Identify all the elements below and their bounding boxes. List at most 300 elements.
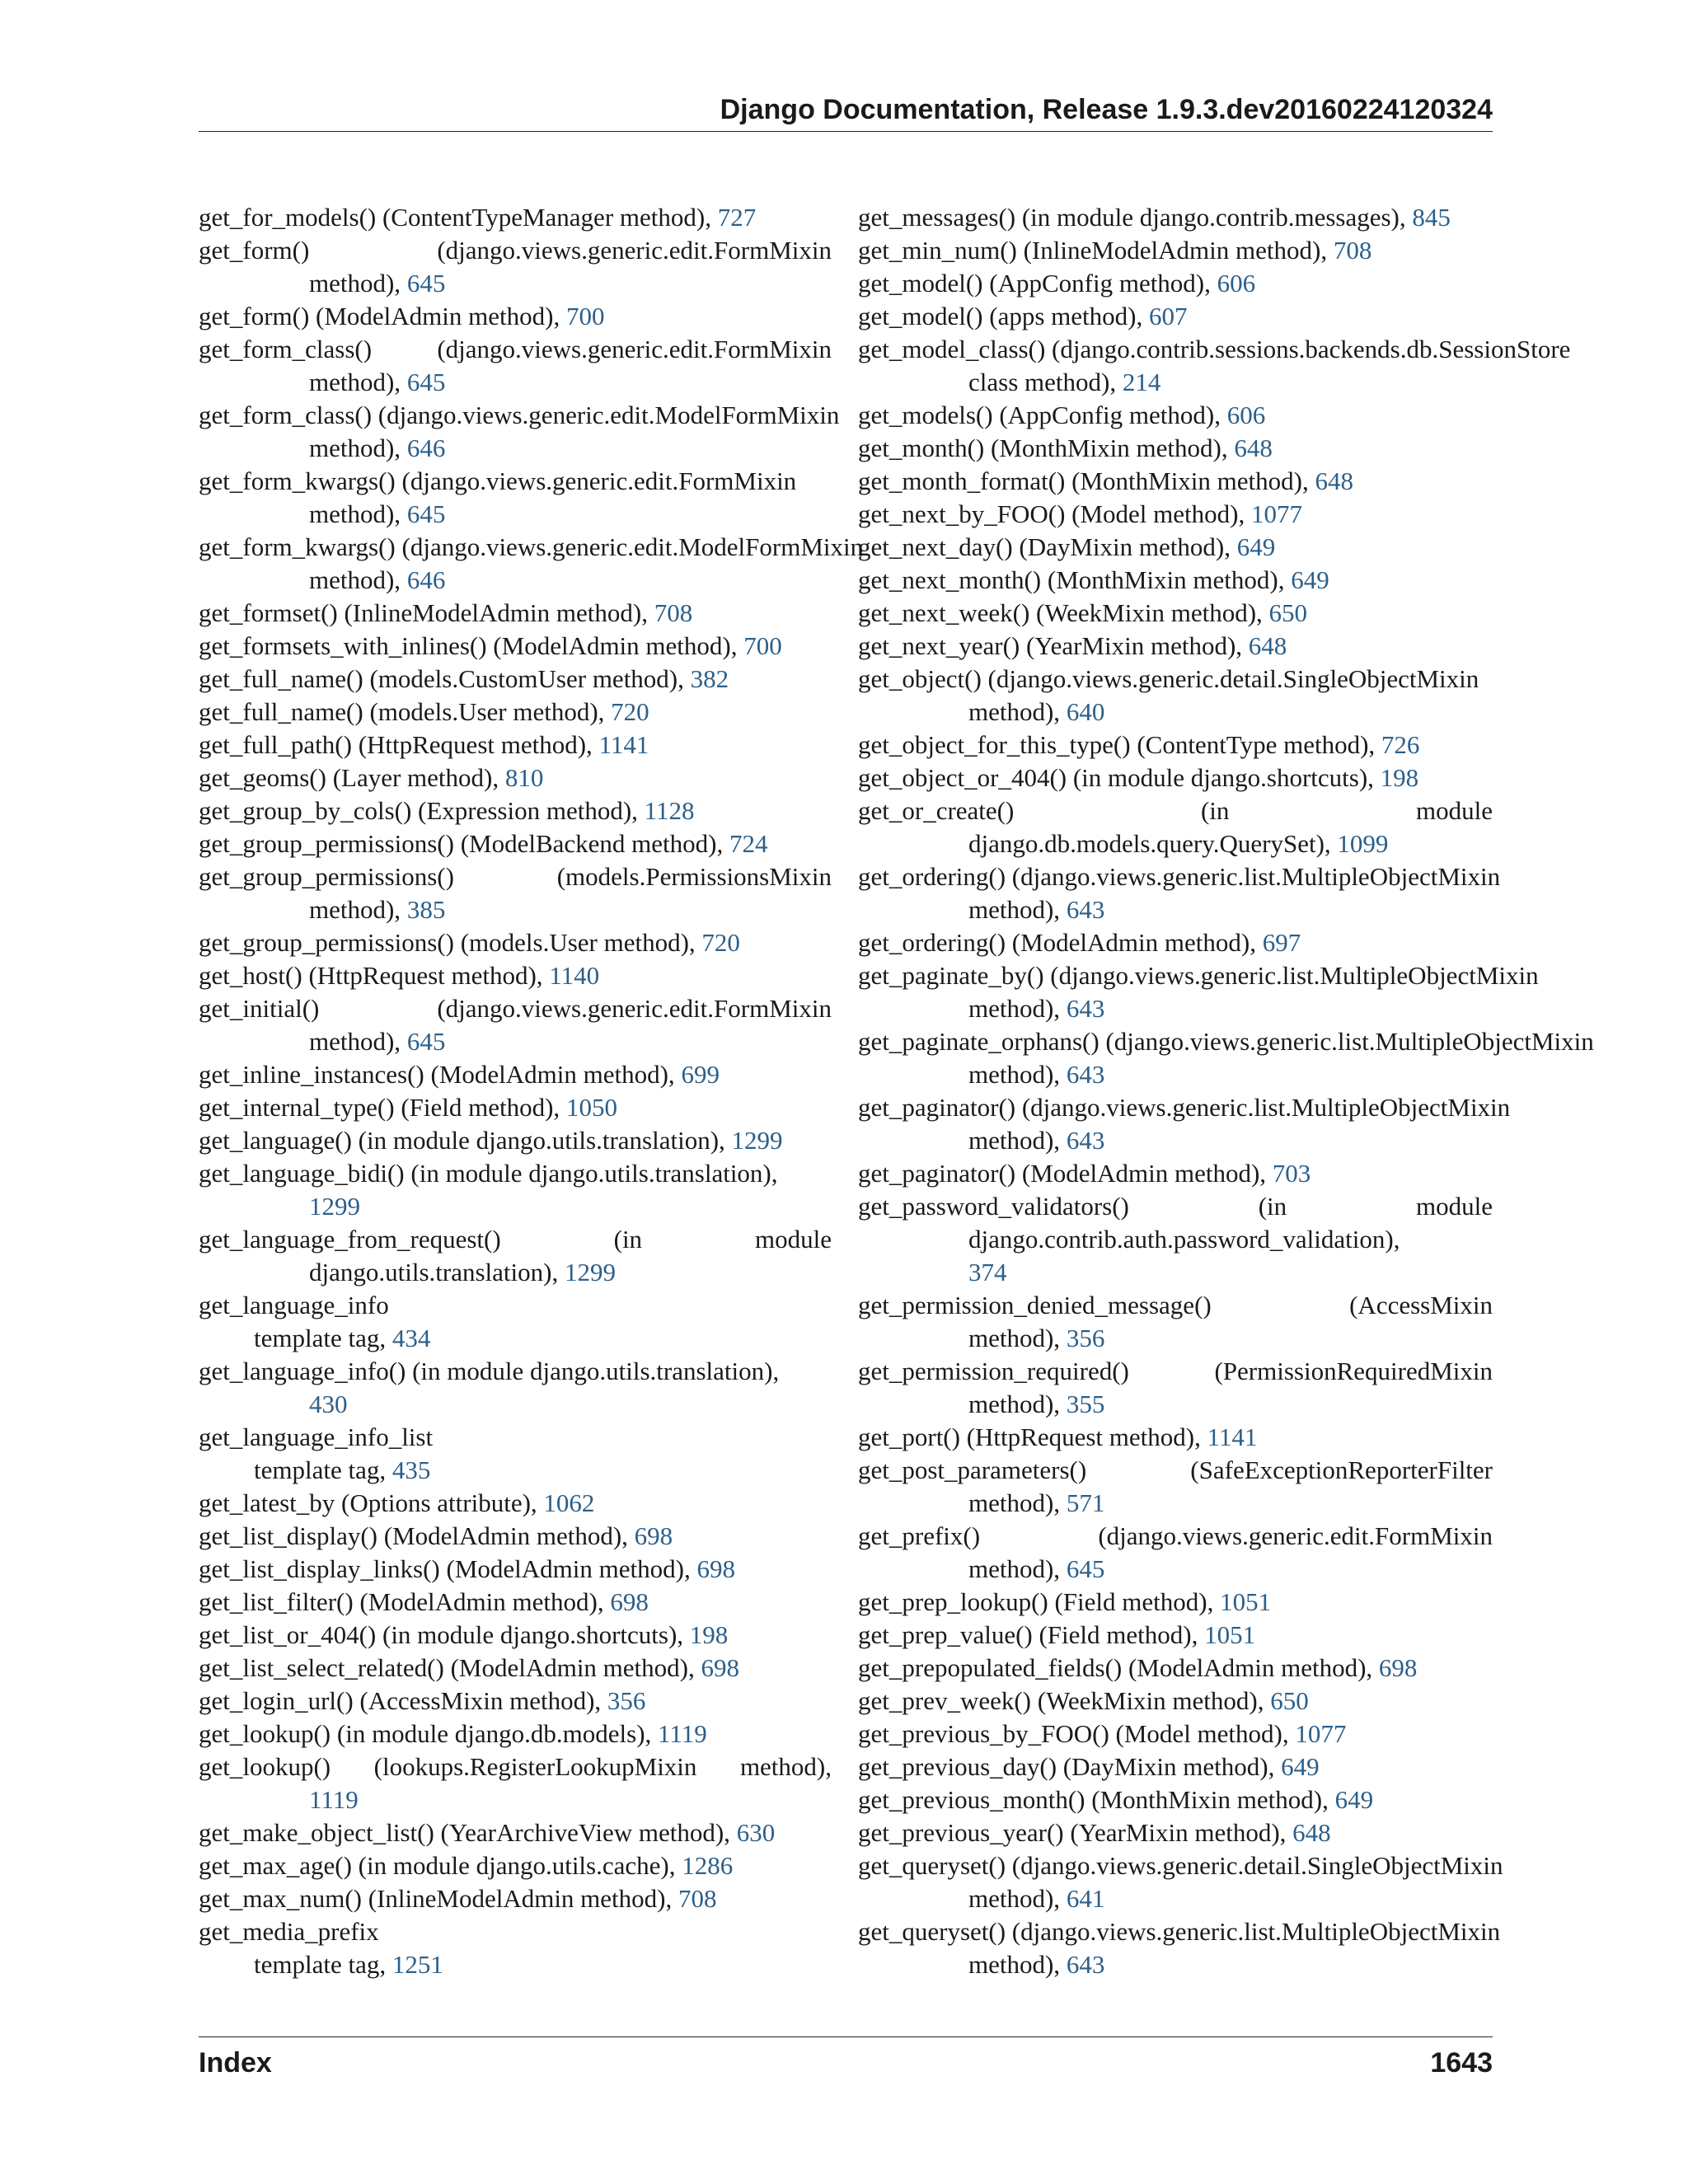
index-term-word: get_form_class() — [199, 335, 373, 363]
page-reference-link[interactable]: 648 — [1248, 631, 1287, 660]
index-entry-line — [858, 1586, 1493, 1619]
index-term-text: get_next_month() (MonthMixin method), — [858, 565, 1292, 594]
index-entry-line — [858, 827, 1493, 860]
index-entry-line — [199, 926, 832, 959]
page-reference-link[interactable]: 1051 — [1220, 1587, 1272, 1616]
index-entry — [858, 1783, 1493, 1816]
index-subentry-line — [199, 1948, 832, 1981]
index-entry — [858, 1289, 1493, 1355]
index-term-text: get_max_num() (InlineModelAdmin method), — [199, 1884, 678, 1913]
index-term-text: get_geoms() (Layer method), — [199, 763, 505, 792]
index-term-text: method), — [309, 269, 407, 298]
page-reference-link[interactable]: 810 — [504, 763, 544, 792]
index-entry-line — [858, 1058, 1493, 1091]
page-reference-link[interactable]: 1299 — [731, 1126, 783, 1155]
index-term-word: module — [1415, 796, 1493, 825]
index-entry — [199, 201, 832, 234]
index-term-text: method), — [968, 1884, 1067, 1913]
index-entry-line — [199, 1586, 832, 1619]
index-entry — [199, 399, 840, 465]
index-term-text: get_previous_by_FOO() (Model method), — [858, 1719, 1296, 1748]
page-reference-link[interactable]: 356 — [1066, 1324, 1105, 1352]
page-reference-link[interactable]: 1141 — [598, 730, 649, 759]
index-entry-line — [199, 630, 832, 663]
index-entry-line — [858, 1652, 1493, 1685]
index-entry-line — [858, 893, 1493, 926]
index-entry — [199, 926, 832, 959]
index-entry-line — [199, 1915, 832, 1948]
index-term-text: get_object() (django.views.generic.detail.SingleObjectMixin — [858, 664, 1479, 693]
index-term-text: django.utils.translation), — [309, 1258, 565, 1286]
page-reference-link[interactable]: 720 — [701, 928, 740, 957]
index-entry-line — [858, 1750, 1493, 1783]
index-term-word: (in — [1200, 796, 1230, 825]
page-reference-link[interactable]: 697 — [1262, 928, 1301, 957]
page-reference-link[interactable]: 607 — [1148, 302, 1188, 330]
page-reference-link[interactable]: 356 — [607, 1686, 646, 1715]
index-term-text: get_queryset() (django.views.generic.list.MultipleObjectMixin — [858, 1917, 1501, 1946]
page-reference-link[interactable]: 355 — [1066, 1390, 1105, 1418]
index-entry — [199, 465, 832, 531]
index-term-word: get_permission_required() — [858, 1357, 1129, 1385]
index-entry-line — [858, 860, 1501, 893]
page-reference-link[interactable]: 698 — [610, 1587, 649, 1616]
index-entry-line — [858, 663, 1493, 696]
page-reference-link[interactable]: 1286 — [682, 1851, 734, 1880]
page-reference-link[interactable]: 643 — [1066, 1950, 1105, 1979]
index-term-text: get_list_display() (ModelAdmin method), — [199, 1521, 635, 1550]
index-term-text: get_object_for_this_type() (ContentType method), — [858, 730, 1381, 759]
index-term-text: get_inline_instances() (ModelAdmin method), — [199, 1060, 682, 1089]
index-term-text: get_host() (HttpRequest method), — [199, 961, 550, 990]
index-term-text: get_form_class() (django.views.generic.edit.ModelFormMixin — [199, 401, 840, 429]
index-entry-line — [858, 1256, 1493, 1289]
index-entry — [199, 333, 832, 399]
page-reference-link[interactable]: 198 — [689, 1620, 729, 1649]
page-reference-link[interactable]: 645 — [1066, 1554, 1105, 1583]
index-term-word: module — [1416, 1192, 1493, 1221]
index-entry-line — [858, 992, 1493, 1025]
index-term-text: get_full_name() (models.CustomUser method), — [199, 664, 691, 693]
page-reference-link[interactable]: 1299 — [564, 1258, 616, 1286]
page-reference-link[interactable]: 1077 — [1295, 1719, 1347, 1748]
index-entry-line — [199, 366, 832, 399]
index-entry-line — [199, 663, 832, 696]
footer-rule — [199, 2036, 1493, 2037]
index-term-text: get_models() (AppConfig method), — [858, 401, 1227, 429]
index-entry-line — [858, 1948, 1493, 1981]
index-term-text: get_language_bidi() (in module django.utils.translation), — [199, 1159, 778, 1188]
index-entry-line — [199, 1289, 832, 1322]
index-term-word: (lookups.RegisterLookupMixin — [373, 1752, 697, 1781]
index-entry — [199, 1421, 832, 1487]
index-entry-line — [199, 1421, 832, 1454]
index-entry-line — [858, 366, 1493, 399]
index-term-text: template tag, — [254, 1455, 392, 1484]
index-term-text: get_paginate_by() (django.views.generic.list.MultipleObjectMixin — [858, 961, 1539, 990]
index-entry — [858, 794, 1493, 860]
index-entry — [858, 926, 1493, 959]
index-entry-line — [858, 926, 1493, 959]
index-entry — [199, 1750, 832, 1816]
index-term-text: get_full_path() (HttpRequest method), — [199, 730, 599, 759]
index-term-text: get_min_num() (InlineModelAdmin method), — [858, 236, 1334, 265]
index-entry — [199, 1157, 832, 1223]
page-reference-link[interactable]: 645 — [406, 1027, 446, 1056]
index-entry-line — [199, 1025, 832, 1058]
page-reference-link[interactable]: 645 — [406, 368, 446, 396]
index-entry — [199, 696, 832, 729]
index-subentry-line — [199, 1454, 832, 1487]
index-entry-line — [858, 1157, 1493, 1190]
index-entry — [858, 1816, 1493, 1849]
index-term-text: get_prep_value() (Field method), — [858, 1620, 1205, 1649]
page-reference-link[interactable]: 708 — [1333, 236, 1372, 265]
index-entry-line — [199, 1091, 832, 1124]
index-term-text: get_port() (HttpRequest method), — [858, 1422, 1207, 1451]
index-term-text: get_ordering() (django.views.generic.list.MultipleObjectMixin — [858, 862, 1501, 891]
index-term-text: get_next_year() (YearMixin method), — [858, 631, 1249, 660]
index-term-word: (in — [1258, 1192, 1287, 1221]
page-reference-link[interactable]: 646 — [406, 434, 446, 462]
index-entry-line — [858, 794, 1493, 827]
index-entry-line — [199, 729, 832, 762]
index-term-text: get_prepopulated_fields() (ModelAdmin method), — [858, 1653, 1379, 1682]
index-entry — [858, 860, 1501, 926]
index-entry-line — [858, 1289, 1493, 1322]
index-term-text: get_group_permissions() (models.User method), — [199, 928, 702, 957]
index-term-text: django.contrib.auth.password_validation), — [968, 1225, 1400, 1254]
page-reference-link[interactable]: 700 — [565, 302, 605, 330]
page-reference-link[interactable]: 649 — [1281, 1752, 1320, 1781]
page-reference-link[interactable]: 630 — [736, 1818, 776, 1847]
index-term-text: get_paginator() (ModelAdmin method), — [858, 1159, 1273, 1188]
page-reference-link[interactable]: 698 — [701, 1653, 739, 1682]
page-reference-link[interactable]: 643 — [1066, 1126, 1105, 1155]
page-reference-link[interactable]: 703 — [1272, 1159, 1311, 1188]
index-entry — [858, 1355, 1493, 1421]
index-term-text: get_form() (ModelAdmin method), — [199, 302, 566, 330]
page-reference-link[interactable]: 643 — [1066, 895, 1105, 924]
page-reference-link[interactable]: 845 — [1412, 203, 1451, 232]
index-entry — [858, 498, 1493, 531]
index-term-text: method), — [309, 1027, 407, 1056]
index-entry — [199, 1652, 832, 1685]
index-entry-line — [858, 762, 1493, 794]
index-entry — [858, 201, 1493, 234]
index-term-text: get_max_age() (in module django.utils.cache), — [199, 1851, 682, 1880]
page-reference-link[interactable]: 650 — [1270, 1686, 1309, 1715]
index-term-text: method), — [968, 1126, 1067, 1155]
index-term-word: get_group_permissions() — [199, 862, 454, 891]
index-term-text: get_messages() (in module django.contrib.messages), — [858, 203, 1413, 232]
index-term-text: get_ordering() (ModelAdmin method), — [858, 928, 1263, 957]
index-term-text: template tag, — [254, 1950, 392, 1979]
index-entry-line — [858, 1454, 1493, 1487]
index-entry — [858, 1454, 1493, 1520]
index-term-text: get_month() (MonthMixin method), — [858, 434, 1235, 462]
index-term-text: get_previous_day() (DayMixin method), — [858, 1752, 1282, 1781]
index-entry-line — [199, 201, 832, 234]
index-entry — [199, 1487, 832, 1520]
index-term-text: method), — [309, 499, 407, 528]
index-term-word: (SafeExceptionReporterFilter — [1190, 1455, 1493, 1484]
header-rule — [199, 131, 1493, 132]
index-entry-line — [858, 1882, 1493, 1915]
index-term-text: get_paginator() (django.views.generic.list.MultipleObjectMixin — [858, 1093, 1511, 1122]
index-entry — [199, 1091, 832, 1124]
index-term-text: get_paginate_orphans() (django.views.generic.list.MultipleObjectMixin — [858, 1027, 1594, 1056]
index-entry-line — [199, 1882, 832, 1915]
index-entry-line — [858, 1421, 1493, 1454]
page-reference-link[interactable]: 643 — [1066, 994, 1105, 1023]
index-entry — [199, 1586, 832, 1619]
index-term-word: (django.views.generic.edit.FormMixin — [437, 335, 832, 363]
index-entry-line — [858, 1849, 1503, 1882]
index-entry — [199, 630, 832, 663]
page-reference-link[interactable]: 1128 — [644, 796, 695, 825]
index-entry — [199, 959, 832, 992]
index-entry — [858, 300, 1493, 333]
page-reference-link[interactable]: 1119 — [309, 1785, 359, 1814]
index-entry — [858, 1421, 1493, 1454]
index-entry — [199, 794, 832, 827]
index-entry-line — [199, 1849, 832, 1882]
page-reference-link[interactable]: 649 — [1334, 1785, 1374, 1814]
index-entry — [858, 1750, 1493, 1783]
index-entry-line — [858, 234, 1493, 267]
page-reference-link[interactable]: 648 — [1292, 1818, 1331, 1847]
page-reference-link[interactable]: 606 — [1217, 269, 1256, 298]
index-entry-line — [199, 893, 832, 926]
index-entry — [858, 234, 1493, 267]
page-reference-link[interactable]: 698 — [1378, 1653, 1418, 1682]
index-entry-line — [199, 1783, 832, 1816]
index-entry-line — [858, 333, 1571, 366]
index-entry — [199, 1520, 832, 1553]
index-term-word: method), — [739, 1752, 832, 1781]
index-term-text: method), — [968, 1554, 1067, 1583]
index-term-text: get_make_object_list() (YearArchiveView method), — [199, 1818, 737, 1847]
page-reference-link[interactable]: 648 — [1315, 466, 1353, 495]
index-entry-line — [199, 234, 832, 267]
index-entry-line — [199, 1619, 832, 1652]
index-entry — [199, 1289, 832, 1355]
index-term-text: method), — [968, 1324, 1067, 1352]
index-entry — [858, 1157, 1493, 1190]
index-term-text: get_internal_type() (Field method), — [199, 1093, 566, 1122]
page-reference-link[interactable]: 643 — [1066, 1060, 1105, 1089]
index-entry-line — [858, 300, 1493, 333]
page-reference-link[interactable]: 1099 — [1337, 829, 1389, 858]
index-entry — [199, 1553, 832, 1586]
page-reference-link[interactable]: 606 — [1226, 401, 1266, 429]
index-term-word: (AccessMixin — [1349, 1291, 1493, 1319]
page-reference-link[interactable]: 649 — [1291, 565, 1329, 594]
page-reference-link[interactable]: 708 — [654, 598, 693, 627]
index-term-word: (PermissionRequiredMixin — [1214, 1357, 1493, 1385]
page-reference-link[interactable]: 1050 — [565, 1093, 617, 1122]
index-entry-line — [858, 267, 1493, 300]
page-reference-link[interactable]: 649 — [1236, 532, 1276, 561]
page-reference-link[interactable]: 435 — [392, 1455, 431, 1484]
page-reference-link[interactable]: 648 — [1234, 434, 1273, 462]
page-reference-link[interactable]: 645 — [406, 499, 446, 528]
index-entry-line — [858, 696, 1493, 729]
index-entry-line — [199, 1355, 832, 1388]
page-reference-link[interactable]: 1077 — [1250, 499, 1302, 528]
index-term-text: get_media_prefix — [199, 1917, 379, 1946]
index-entry-line — [199, 1388, 832, 1421]
index-entry-line — [858, 1025, 1594, 1058]
index-term-word: get_lookup() — [199, 1752, 331, 1781]
page-reference-link[interactable]: 698 — [696, 1554, 735, 1583]
index-entry — [858, 597, 1493, 630]
page-reference-link[interactable]: 724 — [729, 829, 768, 858]
index-entry — [199, 531, 864, 597]
index-entry-line — [199, 827, 832, 860]
index-entry — [199, 860, 832, 926]
index-entry — [858, 564, 1493, 597]
page-reference-link[interactable]: 698 — [634, 1521, 673, 1550]
index-entry-line — [199, 762, 832, 794]
index-term-text: method), — [968, 895, 1067, 924]
index-entry — [858, 1652, 1493, 1685]
index-entry — [858, 1915, 1501, 1981]
page-reference-link[interactable]: 385 — [406, 895, 446, 924]
index-term-text: get_list_filter() (ModelAdmin method), — [199, 1587, 611, 1616]
index-entry-line — [858, 1718, 1493, 1750]
footer-section-label: Index — [199, 2047, 272, 2079]
index-term-text: get_prev_week() (WeekMixin method), — [858, 1686, 1271, 1715]
page-reference-link[interactable]: 374 — [968, 1258, 1007, 1286]
page-reference-link[interactable]: 645 — [406, 269, 446, 298]
page-reference-link[interactable]: 1062 — [543, 1488, 595, 1517]
index-term-word: get_prefix() — [858, 1521, 981, 1550]
index-term-text: get_group_permissions() (ModelBackend method), — [199, 829, 729, 858]
index-term-text: method), — [309, 434, 407, 462]
page-reference-link[interactable]: 571 — [1066, 1488, 1105, 1517]
index-term-text: get_language_info() (in module django.utils.translation), — [199, 1357, 780, 1385]
index-entry — [199, 1223, 832, 1289]
index-entry — [199, 827, 832, 860]
document-title: Django Documentation, Release 1.9.3.dev20160224120324 — [720, 94, 1493, 125]
index-term-text: get_latest_by (Options attribute), — [199, 1488, 544, 1517]
page-reference-link[interactable]: 641 — [1066, 1884, 1105, 1913]
index-entry — [199, 234, 832, 300]
index-term-text: get_model() (apps method), — [858, 302, 1149, 330]
page-reference-link[interactable]: 640 — [1066, 697, 1105, 726]
index-entry-line — [858, 959, 1539, 992]
index-entry-line — [858, 1355, 1493, 1388]
index-entry-line — [858, 1553, 1493, 1586]
index-term-text: method), — [968, 1950, 1067, 1979]
page-reference-link[interactable]: 1251 — [392, 1950, 443, 1979]
page-reference-link[interactable]: 1119 — [658, 1719, 707, 1748]
index-term-text: method), — [968, 1060, 1067, 1089]
page-reference-link[interactable]: 650 — [1268, 598, 1308, 627]
page-reference-link[interactable]: 700 — [743, 631, 782, 660]
index-entry — [199, 1685, 832, 1718]
index-term-text: class method), — [968, 368, 1123, 396]
index-entry-line — [858, 201, 1493, 234]
page-reference-link[interactable]: 708 — [678, 1884, 717, 1913]
index-term-word: (django.views.generic.edit.FormMixin — [1098, 1521, 1493, 1550]
index-entry-line — [199, 465, 832, 498]
page-reference-link[interactable]: 434 — [392, 1324, 431, 1352]
index-entry — [858, 399, 1493, 432]
index-entry-line — [199, 498, 832, 531]
index-entry — [858, 1190, 1493, 1289]
index-term-text: method), — [968, 1390, 1067, 1418]
index-term-text: get_for_models() (ContentTypeManager method), — [199, 203, 718, 232]
page-reference-link[interactable]: 198 — [1380, 763, 1419, 792]
index-entry — [199, 1816, 832, 1849]
index-entry-line — [199, 992, 832, 1025]
index-entry — [858, 1091, 1511, 1157]
index-entry-line — [199, 959, 832, 992]
index-entry-line — [199, 1816, 832, 1849]
page-reference-link[interactable]: 727 — [717, 203, 757, 232]
index-entry-line — [199, 1058, 832, 1091]
index-entry-line — [199, 531, 864, 564]
index-entry — [858, 1025, 1594, 1091]
page-reference-link[interactable]: 699 — [681, 1060, 720, 1089]
page-reference-link[interactable]: 214 — [1122, 368, 1161, 396]
index-term-text: get_queryset() (django.views.generic.detail.SingleObjectMixin — [858, 1851, 1503, 1880]
index-entry — [858, 1849, 1503, 1915]
index-term-text: method), — [309, 565, 407, 594]
index-entry — [858, 1520, 1493, 1586]
index-subentry-line — [199, 1322, 832, 1355]
index-entry — [858, 267, 1493, 300]
page-reference-link[interactable]: 646 — [406, 565, 446, 594]
index-entry — [199, 1849, 832, 1882]
index-term-text: get_next_by_FOO() (Model method), — [858, 499, 1251, 528]
index-entry-line — [199, 1652, 832, 1685]
index-entry — [858, 630, 1493, 663]
index-entry — [858, 1685, 1493, 1718]
index-entry-line — [199, 1750, 832, 1783]
index-entry-line — [199, 1124, 832, 1157]
index-entry-line — [199, 1718, 832, 1750]
index-entry-line — [199, 1685, 832, 1718]
index-entry-line — [858, 564, 1493, 597]
index-entry-line — [199, 1553, 832, 1586]
index-entry — [199, 992, 832, 1058]
page-reference-link[interactable]: 1299 — [309, 1192, 360, 1221]
page-reference-link[interactable]: 1141 — [1207, 1422, 1258, 1451]
index-entry-line — [199, 564, 832, 597]
page-reference-link[interactable]: 1140 — [549, 961, 600, 990]
index-term-text: django.db.models.query.QuerySet), — [968, 829, 1338, 858]
page-reference-link[interactable]: 382 — [690, 664, 729, 693]
index-entry-line — [858, 1223, 1493, 1256]
index-entry-line — [858, 399, 1493, 432]
index-entry-line — [199, 597, 832, 630]
index-term-text: get_previous_month() (MonthMixin method), — [858, 1785, 1335, 1814]
index-column-left — [199, 201, 864, 1981]
index-entry — [858, 432, 1493, 465]
page-reference-link[interactable]: 430 — [309, 1390, 348, 1418]
index-term-word: get_post_parameters() — [858, 1455, 1087, 1484]
page-reference-link[interactable]: 720 — [611, 697, 649, 726]
page-reference-link[interactable]: 1051 — [1204, 1620, 1256, 1649]
index-term-text: get_language_info_list — [199, 1422, 434, 1451]
index-entry — [858, 531, 1493, 564]
index-entry — [858, 1619, 1493, 1652]
page-reference-link[interactable]: 726 — [1381, 730, 1420, 759]
